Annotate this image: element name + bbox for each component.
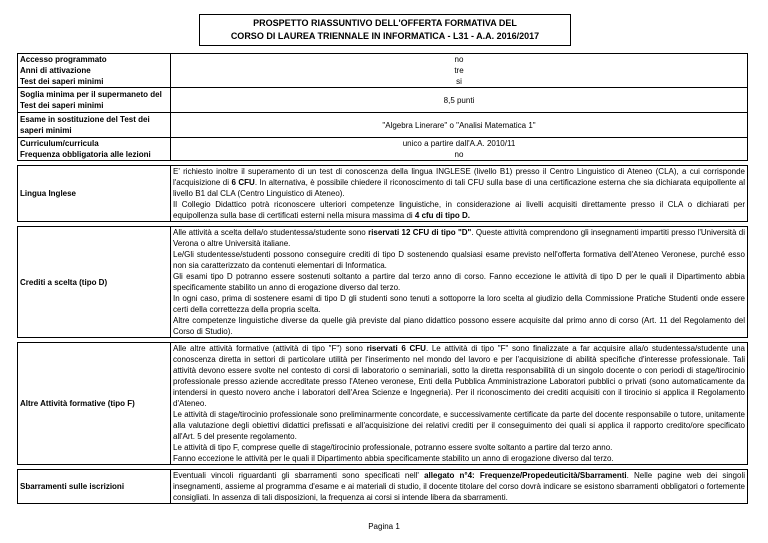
- altre-p3: Le attività di tipo F, comprese quelle di stage/tirocinio professionale, potranno essere svolte soltanto a partire dal terzo anno.: [173, 443, 613, 452]
- text-crediti: [171, 227, 748, 338]
- value-test: si: [171, 76, 748, 88]
- altre-p1a: Alle altre attività formative (attività di tipo "F") sono: [173, 344, 367, 353]
- label-soglia: Soglia minima per il supermaneto del Test dei saperi minimi: [18, 88, 171, 113]
- altre-p2: Le attività di stage/tirocinio professionale sono preliminarmente concordate, e successivamente certificate da parte del docente responsabile o tutore, unitamente alla valutazione degli obiettivi didattici prefissati e all'acquisizione dei relativi crediti per il conseguimento dei quali si applica il rapporto credito/ore specificato all'Art. 5 del presente regolamento.: [173, 410, 745, 441]
- altre-p4: Fanno eccezione le attività per le quali il Dipartimento abbia specificamente stabilito un anno di erogazione diverso dal terzo.: [173, 454, 614, 463]
- row-accesso: [18, 54, 748, 66]
- lingua-p1a: E' richiesto inoltre il superamento di un test di conoscenza della lingua INGLESE (livello B1) presso il Centro Linguistico di Ateneo (CLA), a cui corrisponde l'acquisizione di: [173, 167, 745, 187]
- crediti-p1c: . Queste attività comprendono gli insegnamenti impartiti presso l'Università di Verona o altre Università italiane.: [173, 228, 746, 248]
- label-altre: Altre Attività formative (tipo F): [18, 343, 171, 465]
- document-title-box: [199, 14, 571, 46]
- crediti-p2: Le/Gli studentesse/studenti possono conseguire crediti di tipo D sostenendo qualsiasi esame previsto nell'offerta formativa dell'Ateneo Veronese, purché esso non sia caratterizzato da contenuti elementari di Informatica.: [173, 250, 745, 270]
- lingua-p1c: . In alternativa, è possibile chiedere il riconoscimento di tali CFU sulla base di una certificazione esterna che sia dichiarata equipollente al livello B1 dal CLA (Centro Linguistico di Ateneo).: [173, 178, 745, 198]
- sbarramenti-p1b: allegato n°4: Frequenze/Propedeuticità/Sbarramenti: [424, 471, 627, 480]
- label-frequenza: Frequenza obbligatoria alle lezioni: [18, 149, 171, 161]
- label-sbarramenti: Sbarramenti sulle iscrizioni: [18, 470, 171, 504]
- row-curriculum: [18, 138, 748, 150]
- row-soglia: [18, 88, 748, 113]
- text-altre: [171, 343, 748, 465]
- row-lingua: [18, 166, 748, 222]
- page-footer: Pagina 1: [368, 522, 400, 531]
- row-test: [18, 76, 748, 88]
- value-curriculum: unico a partire dall'A.A. 2010/11: [171, 138, 748, 150]
- value-accesso: no: [171, 54, 748, 66]
- label-esame: Esame in sostituzione del Test dei saperi minimi: [18, 113, 171, 138]
- label-test: Test dei saperi minimi: [18, 76, 171, 88]
- label-curriculum: Curriculum/curricula: [18, 138, 171, 150]
- row-altre: [18, 343, 748, 465]
- sbarramenti-p1a: Eventuali vincoli riguardanti gli sbarramenti sono specificati nell': [173, 471, 425, 480]
- altre-p1c: . Le attività di tipo "F" sono finalizzate a far acquisire alla/o studentessa/studente una conoscenza diretta in settori di particolare utilità per l'inserimento nel mondo del lavoro e per l'acquisizione di abilità specifiche d'interesse professionale. Tali attività devono essere svolte nel contesto di corsi di laboratorio o seminariali, sotto la diretta responsabilità di un singolo docente o con periodi di stage/tirocinio professionale presso aziende accreditate presso l'Ateneo veronese, Enti della Pubblica Amministrazione Laboratori pubblici o privati (sono automaticamente da intendersi in questo novero anche i laboratori dell'Area Scienze e Ingegneria). Per il riconoscimento dei crediti acquisiti con il tirocinio si applica il Regolamento d'Ateneo.: [173, 344, 746, 408]
- crediti-p1a: Alle attività a scelta della/o studentessa/studente sono: [173, 228, 369, 237]
- crediti-p3: Gli esami tipo D potranno essere sostenuti soltanto a partire dal terzo anno di corso. Fanno eccezione le attività di tipo D per le quali il Dipartimento abbia specificamente stabilito un anno di erogazione diverso dal terzo.: [173, 272, 745, 292]
- value-esame: "Algebra Linerare" o "Analisi Matematica 1": [171, 113, 748, 138]
- offer-summary-table: [17, 53, 748, 504]
- sbarramenti-p1c: . Nelle pagine web dei singoli insegnamenti, assieme al programma d'esame e ai materiali di studio, il docente titolare del corso dovrà indicare se esistono sbarramenti obbligatori o fortemente consigliati. In assenza di tali disposizioni, la frequenza ai corsi si intende libera da sbarramenti.: [173, 471, 746, 502]
- crediti-p4: In ogni caso, prima di sostenere esami di tipo D gli studenti sono tenuti a sottoporre la loro scelta al giudizio della Commissione Pratiche Studenti onde essere certi della correttezza della propria scelta.: [173, 294, 745, 314]
- crediti-p1b: riservati 12 CFU di tipo "D": [368, 228, 472, 237]
- crediti-p5: Altre competenze linguistiche diverse da quelle già previste dal piano didattico possono essere acquisite dal primo anno di corso (Art. 11 del Regolamento del Corso di Studio).: [173, 316, 745, 336]
- label-lingua: Lingua Inglese: [18, 166, 171, 222]
- lingua-p1b: 6 CFU: [231, 178, 255, 187]
- label-crediti: Crediti a scelta (tipo D): [18, 227, 171, 338]
- label-anni: Anni di attivazione: [18, 65, 171, 76]
- label-accesso: Accesso programmato: [18, 54, 171, 66]
- row-sbarramenti: [18, 470, 748, 504]
- text-sbarramenti: [171, 470, 748, 504]
- lingua-p2a: Il Collegio Didattico potrà riconoscere ulteriori competenze linguistiche, in considerazione ai livelli acquisiti direttamente presso il CLA o dichiarati per equipollenza sulla base di certificati esterni nella misura massima di: [173, 200, 745, 220]
- title-line-2: CORSO DI LAUREA TRIENNALE IN INFORMATICA - L31 - A.A. 2016/2017: [230, 31, 540, 41]
- title-line-1: PROSPETTO RIASSUNTIVO DELL'OFFERTA FORMATIVA DEL: [253, 18, 517, 28]
- value-soglia: 8,5 punti: [171, 88, 748, 113]
- row-esame: [18, 113, 748, 138]
- row-anni: [18, 65, 748, 76]
- text-lingua: [171, 166, 748, 222]
- altre-p1b: riservati 6 CFU: [366, 344, 426, 353]
- lingua-p2b: 4 cfu di tipo D.: [414, 211, 470, 220]
- row-frequenza: [18, 149, 748, 161]
- value-frequenza: no: [171, 149, 748, 161]
- value-anni: tre: [171, 65, 748, 76]
- row-crediti: [18, 227, 748, 338]
